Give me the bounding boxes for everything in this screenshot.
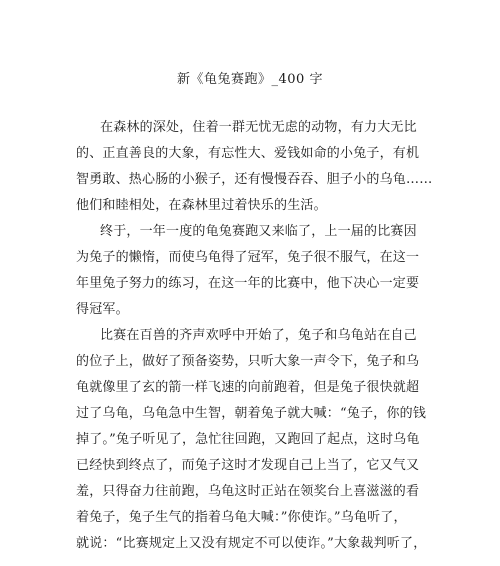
paragraph-3-line-8: 着兔子，兔子生气的指着乌龟大喊：”你使诈。”乌龟听了，: [76, 510, 407, 525]
paragraph-1-line-2: 的、正直善良的大象，有忘性大、爱钱如命的小兔子，有机: [76, 146, 420, 161]
paragraph-1-line-3: 智勇敢、热心肠的小猴子，还有慢慢吞吞、胆子小的乌龟……: [76, 172, 433, 187]
paragraph-2-line-3: 年里兔子努力的练习，在这一年的比赛中，他下决心一定要: [76, 276, 420, 291]
paragraph-2-line-1: 终于，一年一度的龟兔赛跑又来临了，上一届的比赛因: [100, 224, 417, 239]
document-title: 新《龟兔赛跑》_400 字: [177, 72, 323, 87]
paragraph-3-line-6: 已经快到终点了，而兔子这时才发现自己上当了，它又气又: [76, 458, 420, 473]
paragraph-3-line-9: 就说：“比赛规定上又没有规定不可以使诈。”大象裁判听了，: [76, 536, 427, 551]
paragraph-3-line-5: 掉了。”兔子听见了，急忙往回跑，又跑回了起点，这时乌龟: [76, 432, 420, 447]
paragraph-2-line-2: 为兔子的懒惰，而使乌龟得了冠军，兔子很不服气，在这一: [76, 250, 420, 265]
paragraph-3-line-3: 龟就像里了玄的箭一样飞速的向前跑着，但是兔子很快就超: [76, 380, 420, 395]
paragraph-3-line-7: 羞，只得奋力往前跑，乌龟这时正站在领奖台上喜滋滋的看: [76, 484, 420, 499]
paragraph-1-line-1: 在森林的深处，住着一群无忧无虑的动物，有力大无比: [100, 120, 417, 135]
paragraph-3-line-4: 过了乌龟，乌龟急中生智，朝着兔子就大喊：“兔子，你的钱: [76, 406, 427, 421]
paragraph-1-line-4: 他们和睦相处，在森林里过着快乐的生活。: [76, 198, 327, 213]
paragraph-3-line-2: 的位子上，做好了预备姿势，只听大象一声令下，兔子和乌: [76, 354, 420, 369]
paragraph-3-line-1: 比赛在百兽的齐声欢呼中开始了，兔子和乌龟站在自己: [100, 328, 417, 343]
paragraph-2-line-4: 得冠军。: [76, 302, 129, 317]
